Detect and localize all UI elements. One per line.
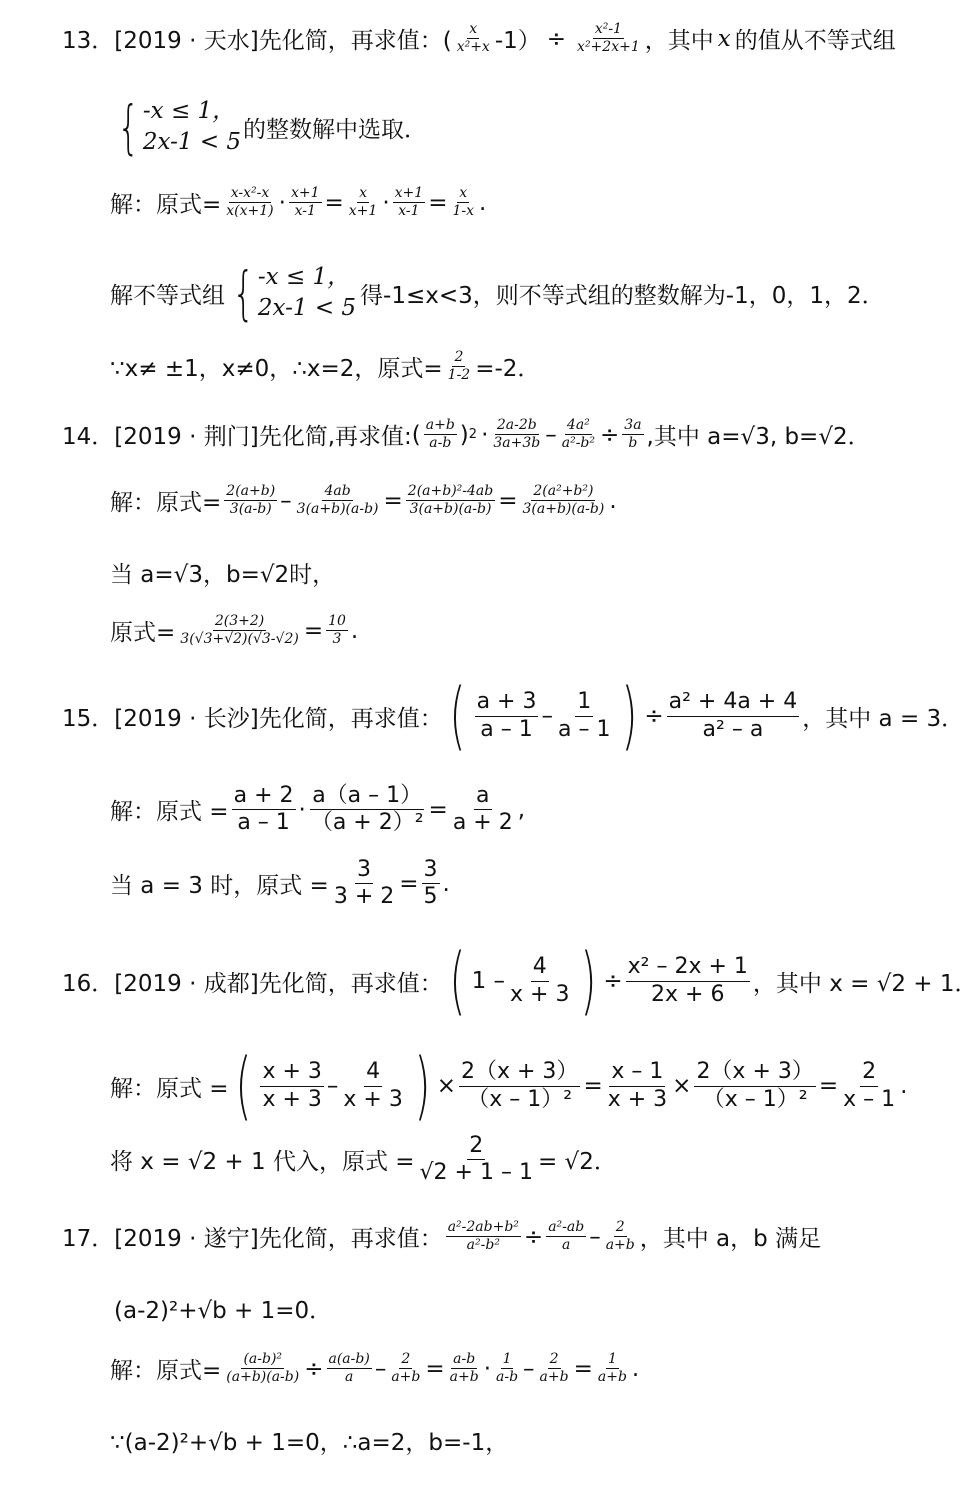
- problem-source: [2019 · 遂宁]: [114, 1226, 259, 1253]
- problem-14-solution-1: 解：原式= $\frac{2(a+b)}{3(a-b)}$ – $\frac{4ab}{3(a+b)(a-b)}$ = $\frac{\text{2(a+b)²-4ab}}{3(a+b)(a-b)}$ = $\frac{\text{2(a²+b²)}}{3(a+b)(a-b)}$ .: [110, 483, 617, 518]
- problem-13-solution-2: 解不等式组 { -x ≤ 1， 2x-1 < 5 得-1≤x<3，则不等式组的整数解为-1，0，1，2．: [110, 259, 885, 328]
- fraction: $\frac{x}{\text{x²+x}}$: [456, 21, 490, 56]
- problem-17-solution-2: ∵(a-2)²+√b + 1=0，∴a=2，b=-1，: [110, 1430, 509, 1456]
- problem-15-question: 15． [2019 · 长沙] 先化简，再求值： ( $\frac{a + 3}{a - 1}$ – $\frac{1}{a - 1}$ ) ÷ $\frac{\text{a² + 4a + 4}}{\text{a² – a}}$ ，其中 a = 3．: [62, 673, 965, 759]
- problem-number: 13．: [62, 28, 115, 55]
- problem-13-system: { -x ≤ 1， 2x-1 < 5 的整数解中选取．: [110, 96, 427, 158]
- problem-source: [2019 · 荆门]: [114, 424, 259, 451]
- problem-15-solution-2: 当 a = 3 时，原式 = $\frac{3}{3 + 2}$ = $\frac{3}{5}$ .: [110, 857, 450, 910]
- question-text: 先化简，再求值：(: [258, 28, 452, 55]
- problem-source: [2019 · 长沙]: [114, 705, 259, 732]
- fraction: $\frac{\text{x²-1}}{\text{x²+2x+1}}$: [577, 21, 640, 56]
- problem-13-question: 13． [2019 · 天水] 先化简，再求值：( $\frac{x}{\text{x²+x}}$ -1） ÷ $\frac{\text{x²-1}}{\text{x²+2x+1}}$ ，其中 x 的值从不等式组: [62, 21, 896, 56]
- problem-16-question: 16． [2019 · 成都] 先化简，再求值： ( 1 – $\frac{4}{x + 3}$ ) ÷ $\frac{\text{x² – 2x + 1}}{2x + 6}$ ，其中 x = √2 + 1．: [62, 938, 978, 1024]
- problem-15-solution-1: 解：原式 = $\frac{a + 2}{a - 1}$ · $\frac{a(a - 1)}{\text{（a + 2）²}}$ = $\frac{a}{a + 2}$ ,: [110, 783, 526, 836]
- problem-13-solution-3: ∵x≠ ±1，x≠0，∴x=2，原式= $\frac{2}{1-2}$ =-2．: [110, 349, 541, 384]
- problem-number: 17．: [62, 1226, 115, 1253]
- problem-17-condition: (a-2)²+√b + 1=0．: [114, 1298, 333, 1324]
- problem-number: 15．: [62, 705, 115, 732]
- problem-16-solution-1: 解：原式 = ( $\frac{x + 3}{x + 3}$ – $\frac{4}{x + 3}$ ) × $\frac{2(x + 3)}{\text{（x – 1）²}}$ = $\frac{x - 1}{x + 3}$ × $\frac{2(x + 3)}{\text{（x – 1）²}}$ = $\frac{2}{x - 1}$ .: [110, 1043, 908, 1129]
- inequality-system: { -x ≤ 1， 2x-1 < 5: [117, 93, 242, 162]
- problem-17-solution-1: 解：原式= $\frac{\text{(a-b)²}}{(a+b)(a-b)}$ ÷ $\frac{a(a-b)}{a}$ – $\frac{2}{a+b}$ = $\frac{a-b}{a+b}$ · $\frac{1}{a-b}$ – $\frac{2}{a+b}$ = $\frac{1}{a+b}$ .: [110, 1351, 640, 1386]
- problem-13-solution-1: 解：原式= $\frac{\text{x-x²-x}}{x(x+1)}$ · $\frac{x+1}{x-1}$ = $\frac{x}{x+1}$ · $\frac{x+1}{x-1}$ = $\frac{x}{1-x}$ .: [110, 185, 487, 220]
- problem-source: [2019 · 天水]: [114, 28, 259, 55]
- problem-source: [2019 · 成都]: [114, 970, 259, 997]
- inequality-system: { -x ≤ 1， 2x-1 < 5: [232, 259, 357, 328]
- problem-17-question: 17． [2019 · 遂宁] 先化简，再求值： $\frac{\text{a²-2ab+b²}}{\text{a²-b²}}$ ÷ $\frac{\text{a²-ab}}{a}$ – $\frac{2}{a+b}$ ，其中 a，b 满足: [62, 1219, 822, 1254]
- problem-16-solution-2: 将 x = √2 + 1 代入，原式 = $\frac{2}{√2 + 1 - 1}$ = √2．: [110, 1133, 617, 1186]
- problem-14-when: 当 a=√3，b=√2时，: [110, 562, 336, 588]
- problem-number: 14．: [62, 424, 115, 451]
- problem-14-solution-3: 原式= $\frac{2(3+2)}{3(√3+√2)(√3-√2)}$ = $\frac{10}{3}$ .: [110, 613, 359, 648]
- problem-14-question: 14． [2019 · 荆门] 先化简,再求值: ( $\frac{a+b}{a-b}$ ) 2 · $\frac{2a-2b}{3a+3b}$ – $\frac{\text{4a²}}{\text{a²-b²}}$ ÷ $\frac{3a}{b}$ ,其中 a=√3, b=√2．: [62, 417, 871, 452]
- problem-number: 16．: [62, 970, 115, 997]
